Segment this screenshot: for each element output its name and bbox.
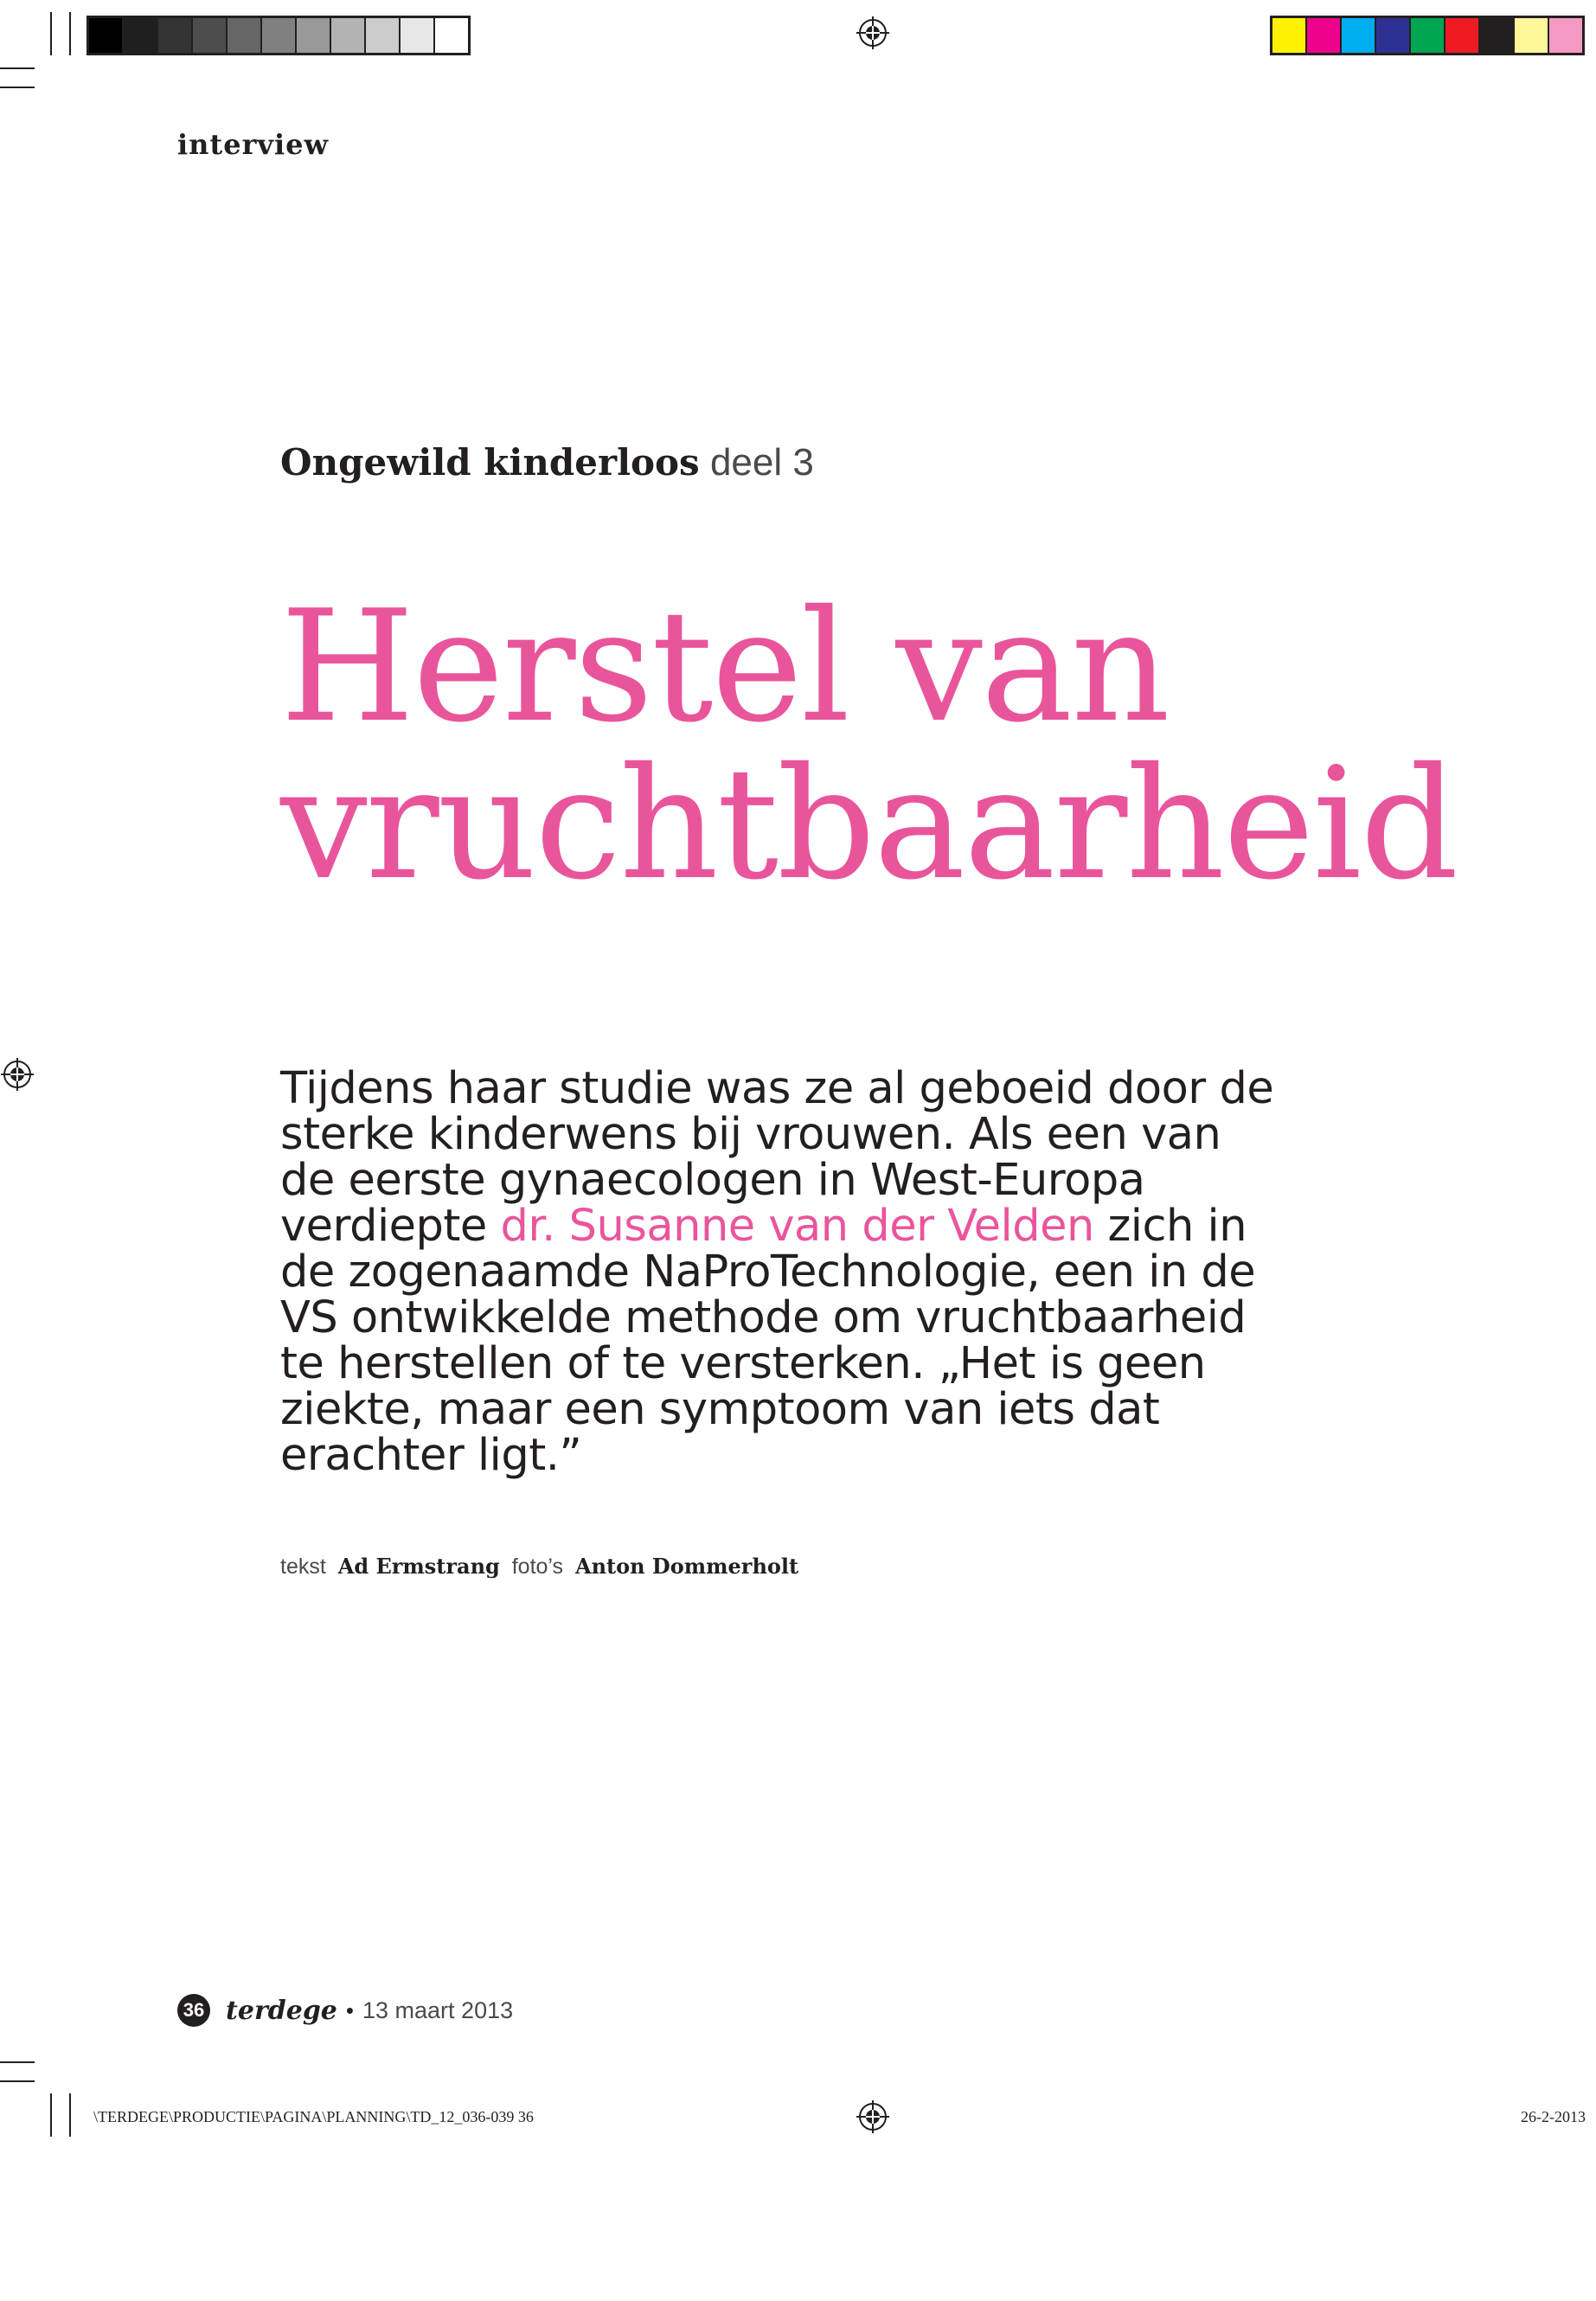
gray-swatch <box>366 18 401 53</box>
intro-text-start: Tijdens haar studie was ze al geboeid door de sterke kinderwens bij vrouwen. Als een van de eerste gynaecologen in West-Europa verdiepte <box>280 1063 1274 1252</box>
series-name: Ongewild kinderloos <box>280 441 700 484</box>
color-swatch <box>1549 18 1582 53</box>
gray-swatch <box>124 18 158 53</box>
color-swatch <box>1376 18 1411 53</box>
credit-photo-author: Anton Dommerholt <box>574 1554 799 1579</box>
color-calibration-bar <box>1270 16 1585 55</box>
gray-swatch <box>193 18 228 53</box>
gray-swatch <box>401 18 435 53</box>
crop-mark <box>69 2093 71 2137</box>
credit-photo-label: foto’s <box>511 1554 564 1579</box>
crop-mark <box>50 12 52 55</box>
credit-text-label: tekst <box>280 1554 326 1579</box>
crop-mark <box>69 12 71 55</box>
gray-calibration-bar <box>87 16 471 55</box>
crop-mark <box>50 2093 52 2137</box>
gray-swatch <box>297 18 331 53</box>
series-part: deel 3 <box>709 441 814 484</box>
color-swatch <box>1307 18 1342 53</box>
section-label: interview <box>177 128 330 161</box>
print-slug-date: 26-2-2013 <box>1521 2108 1586 2125</box>
crop-mark <box>0 87 35 88</box>
page-number: 36 <box>177 1994 210 2027</box>
gray-swatch <box>435 18 468 53</box>
gray-swatch <box>89 18 124 53</box>
headline-line-2: vruchtbaarheid <box>280 734 1458 913</box>
crop-mark <box>0 2061 35 2063</box>
intro-paragraph <box>280 1063 1284 1481</box>
crop-mark <box>0 2080 35 2082</box>
color-swatch <box>1480 18 1515 53</box>
page-footer <box>177 1994 513 2027</box>
intro-person-name: dr. Susanne van der Velden <box>500 1201 1094 1252</box>
print-slug-path: \TERDEGE\PRODUCTIE\PAGINA\PLANNING\TD_12_036-039 36 <box>93 2108 534 2125</box>
crop-mark <box>0 67 35 69</box>
registration-target-icon <box>856 16 889 49</box>
registration-target-icon <box>1 1058 34 1091</box>
intro-text-end: zich in de zogenaamde NaProTechnologie, een in de VS ontwikkelde methode om vruchtbaarheid te herstellen of te versterken. „Het is geen ziekte, maar een symptoom van iets dat erachter ligt.” <box>280 1201 1256 1481</box>
gray-swatch <box>331 18 366 53</box>
gray-swatch <box>228 18 262 53</box>
registration-target-icon <box>856 2100 889 2133</box>
color-swatch <box>1342 18 1376 53</box>
magazine-brand: terdege <box>226 1995 337 2026</box>
color-swatch <box>1515 18 1549 53</box>
footer-bullet: • <box>345 1997 354 2023</box>
series-title <box>280 441 814 484</box>
color-swatch <box>1272 18 1307 53</box>
headline-line-1: Herstel van <box>280 577 1169 756</box>
issue-date: 13 maart 2013 <box>362 1997 514 2023</box>
gray-swatch <box>262 18 297 53</box>
headline <box>280 577 1578 913</box>
credit-text-author: Ad Ermstrang <box>337 1554 500 1579</box>
color-swatch <box>1411 18 1445 53</box>
gray-swatch <box>158 18 193 53</box>
credits <box>280 1554 798 1580</box>
color-swatch <box>1445 18 1480 53</box>
